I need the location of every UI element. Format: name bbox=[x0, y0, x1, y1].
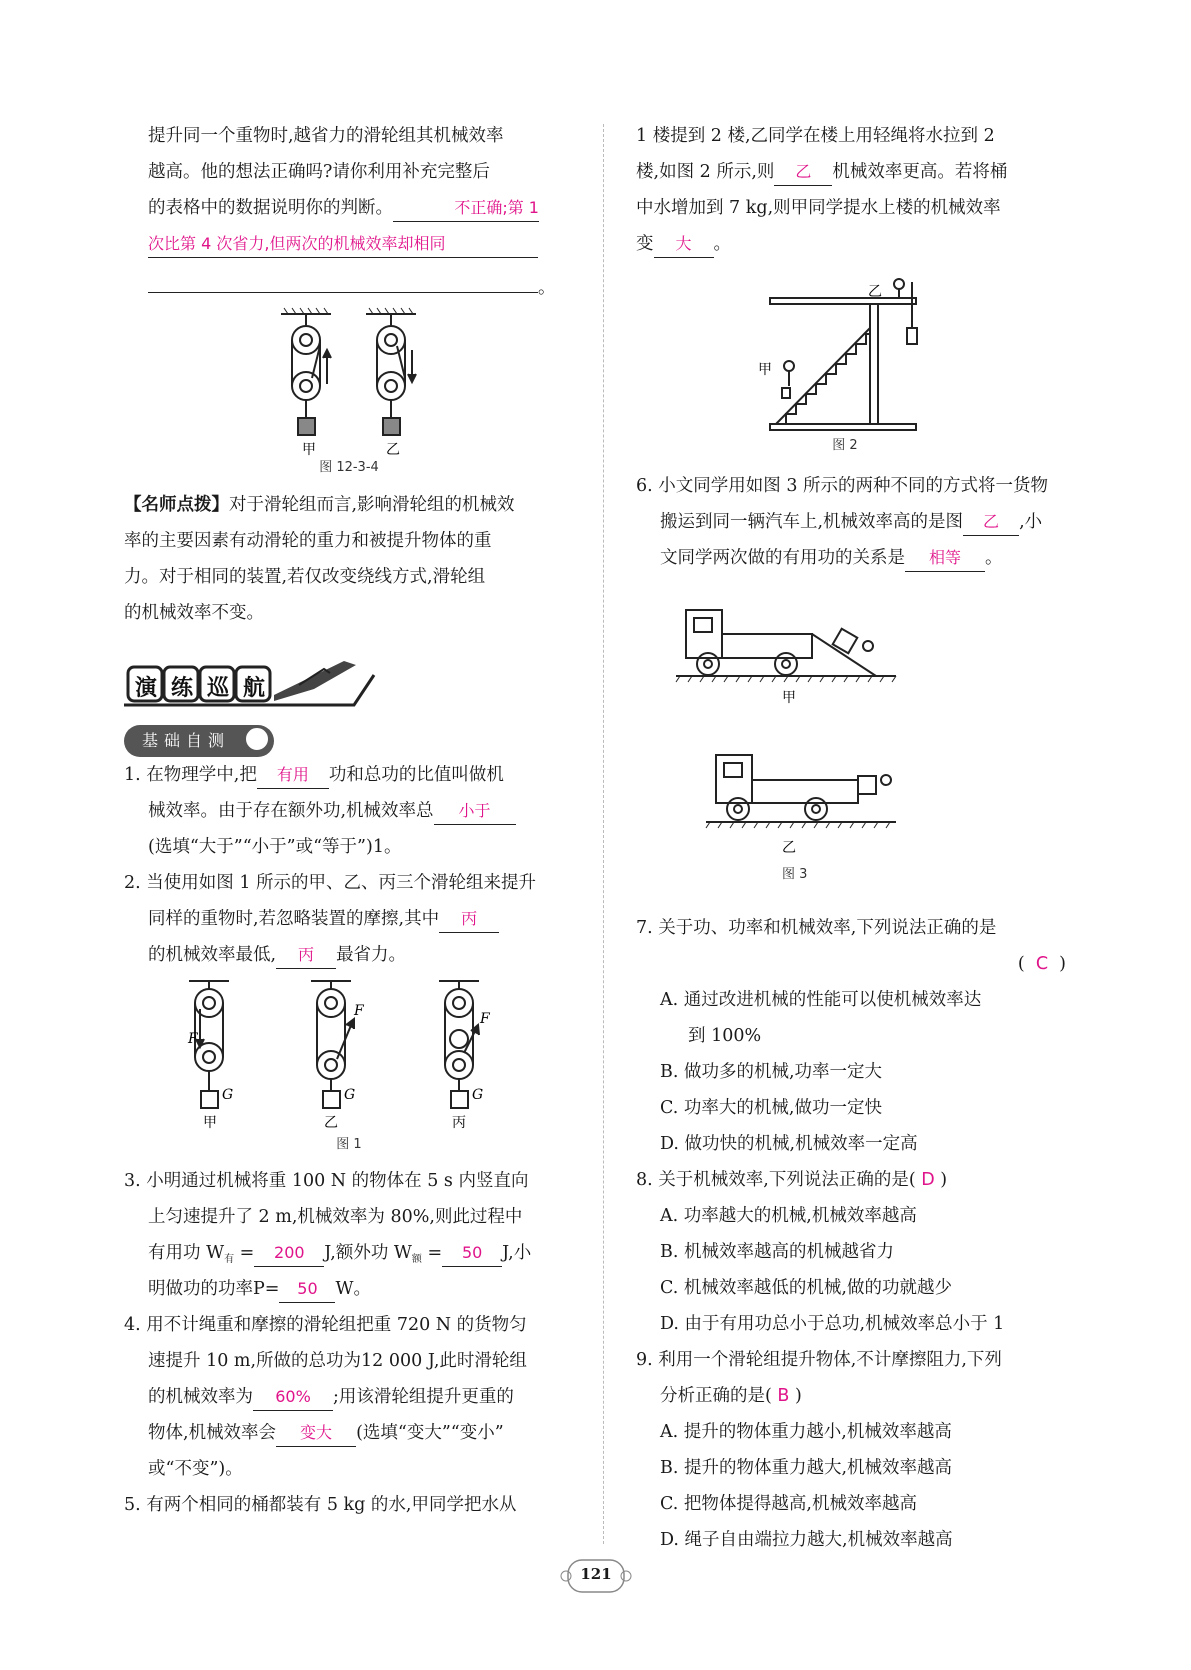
option: B. 做功多的机械,功率一定大 bbox=[660, 1062, 883, 1082]
banner-char: 练 bbox=[170, 676, 193, 701]
question-1: 1. 在物理学中,把 有用 功和总功的比值叫做机 bbox=[124, 757, 574, 793]
text-line: 的机械效率最低, 丙 最省力。 bbox=[124, 937, 574, 973]
page-number-badge bbox=[558, 1558, 634, 1596]
text-line: 或“不变”)。 bbox=[148, 1459, 243, 1479]
ship-icon bbox=[274, 661, 356, 701]
right-column bbox=[636, 118, 1066, 1558]
option: C. 机械效率越低的机械,做的功就越少 bbox=[660, 1278, 952, 1298]
text-line: 率的主要因素有动滑轮的重力和被提升物体的重 bbox=[124, 531, 492, 551]
option: B. 机械效率越高的机械越省力 bbox=[660, 1242, 894, 1262]
text-line: 有用功 $W_有 = 200$ J,额外功 $W_额 = 50$ J,小 bbox=[124, 1235, 574, 1271]
text-line: (选填“大于”“小于”或“等于”)1。 bbox=[148, 837, 402, 857]
answer-blank: 50 bbox=[279, 1276, 335, 1303]
option: D. 绳子自由端拉力越大,机械效率越高 bbox=[660, 1530, 953, 1550]
section-header bbox=[124, 725, 574, 757]
option: D. 由于有用功总小于总功,机械效率总小于 1 bbox=[660, 1314, 1005, 1334]
fig-label-bing: 丙 bbox=[452, 1115, 466, 1131]
choice-answer: B bbox=[777, 1386, 790, 1406]
answer-blank: 有用 bbox=[257, 762, 329, 789]
text-line: 越高。他的想法正确吗?请你利用补充完整后 bbox=[148, 162, 490, 182]
section-banner bbox=[124, 645, 574, 717]
fig-label-jia: 甲 bbox=[203, 1115, 217, 1131]
text-line bbox=[124, 226, 574, 262]
option: C. 功率大的机械,做功一定快 bbox=[660, 1098, 882, 1118]
answer-blank: 大 bbox=[654, 231, 714, 258]
text-line: 速提升 10 m,所做的总功为12 000 J,此时滑轮组 bbox=[148, 1351, 527, 1371]
section-pill: 基础自测 bbox=[124, 725, 274, 757]
answer-blank: 小于 bbox=[434, 798, 516, 825]
answer-blank: 50 bbox=[442, 1240, 502, 1267]
figure-caption: 图 2 bbox=[832, 438, 858, 453]
teacher-tip bbox=[124, 487, 574, 631]
answer-blank: 60% bbox=[253, 1384, 333, 1411]
answer-blank: 200 bbox=[254, 1240, 324, 1267]
question-2: 2. 当使用如图 1 所示的甲、乙、丙三个滑轮组来提升 bbox=[124, 873, 537, 893]
fig-label-jia: 甲 bbox=[758, 362, 772, 378]
answer-paren: ( C ) bbox=[1017, 954, 1066, 974]
text-line: 分析正确的是( B ) bbox=[660, 1386, 802, 1406]
question-9: 9. 利用一个滑轮组提升物体,不计摩擦阻力,下列 bbox=[636, 1350, 1002, 1370]
banner-char: 航 bbox=[242, 676, 265, 701]
figure-1 bbox=[124, 973, 574, 1163]
option: C. 把物体提得越高,机械效率越高 bbox=[660, 1494, 917, 1514]
answer-blank: 丙 bbox=[439, 906, 499, 933]
text-line: 1 楼提到 2 楼,乙同学在楼上用轻绳将水拉到 2 bbox=[636, 126, 995, 146]
question-5: 5. 有两个相同的桶都装有 5 kg 的水,甲同学把水从 bbox=[124, 1495, 517, 1515]
text-line: 物体,机械效率会 变大 (选填“变大”“变小” bbox=[124, 1415, 574, 1451]
answer-blank: 乙 bbox=[774, 159, 832, 186]
weight-label: G bbox=[222, 1087, 234, 1103]
question-6: 6. 小文同学用如图 3 所示的两种不同的方式将一货物 bbox=[636, 476, 1049, 496]
text-line: 楼,如图 2 所示,则 乙 机械效率更高。若将桶 bbox=[636, 154, 1066, 190]
answer-blank: 乙 bbox=[963, 509, 1019, 536]
option: 到 100% bbox=[688, 1026, 762, 1046]
figure-caption: 图 12-3-4 bbox=[319, 460, 379, 475]
fig-label-jia: 甲 bbox=[302, 442, 316, 456]
question-3: 3. 小明通过机械将重 100 N 的物体在 5 s 内竖直向 bbox=[124, 1171, 529, 1191]
force-label: F bbox=[354, 1003, 364, 1019]
figure-12-3-4 bbox=[124, 306, 574, 481]
answer-blank: 变大 bbox=[276, 1420, 356, 1447]
text-line: 械效率。由于存在额外功,机械效率总 小于 bbox=[124, 793, 574, 829]
question-8: 8. 关于机械效率,下列说法正确的是( D ) bbox=[636, 1170, 948, 1190]
column-divider bbox=[603, 124, 604, 1544]
fig-label-jia: 甲 bbox=[782, 690, 796, 706]
figure-caption: 图 3 bbox=[782, 867, 808, 880]
text-line: 变 大 。 bbox=[636, 226, 1066, 262]
text-line: 搬运到同一辆汽车上,机械效率高的是图 乙 ,小 bbox=[636, 504, 1066, 540]
fig-label-yi: 乙 bbox=[386, 442, 400, 456]
answer-blank: 相等 bbox=[905, 545, 985, 572]
option: A. 通过改进机械的性能可以使机械效率达 bbox=[660, 990, 982, 1010]
text-line: 的机械效率为 60% ;用该滑轮组提升更重的 bbox=[124, 1379, 574, 1415]
option: D. 做功快的机械,机械效率一定高 bbox=[660, 1134, 918, 1154]
text-line: 同样的重物时,若忽略装置的摩擦,其中 丙 bbox=[124, 901, 574, 937]
text-line: 上匀速提升了 2 m,机械效率为 80%,则此过程中 bbox=[148, 1207, 523, 1227]
answer-blank: 丙 bbox=[276, 942, 336, 969]
tip-label: 【名师点拨】 bbox=[124, 495, 229, 515]
force-label: F bbox=[480, 1011, 490, 1027]
answer-blank: 次比第 4 次省力,但两次的机械效率却相同 bbox=[148, 231, 538, 258]
fig-label-yi: 乙 bbox=[782, 840, 796, 856]
text-line: 文同学两次做的有用功的关系是 相等 。 bbox=[636, 540, 1066, 576]
banner-char: 巡 bbox=[206, 676, 229, 701]
answer-blank bbox=[148, 292, 538, 293]
figure-3 bbox=[636, 590, 1066, 910]
option: A. 功率越大的机械,机械效率越高 bbox=[660, 1206, 917, 1226]
banner-text: 演 bbox=[134, 676, 157, 701]
text-line: 。 bbox=[124, 270, 574, 306]
force-label: F bbox=[188, 1031, 198, 1047]
text-line: 【名师点拨】对于滑轮组而言,影响滑轮组的机械效 bbox=[124, 495, 515, 515]
question-7: 7. 关于功、功率和机械效率,下列说法正确的是 bbox=[636, 918, 997, 938]
text-line: 力。对于相同的装置,若仅改变绕线方式,滑轮组 bbox=[124, 567, 486, 587]
left-column bbox=[124, 118, 574, 1523]
option: B. 提升的物体重力越大,机械效率越高 bbox=[660, 1458, 953, 1478]
figure-2 bbox=[636, 268, 1066, 458]
option: A. 提升的物体重力越小,机械效率越高 bbox=[660, 1422, 952, 1442]
text-line: 明做功的功率P= 50 W。 bbox=[124, 1271, 574, 1307]
text-line: 提升同一个重物时,越省力的滑轮组其机械效率 bbox=[148, 126, 504, 146]
text-line: 的机械效率不变。 bbox=[124, 603, 264, 623]
search-icon bbox=[244, 726, 270, 752]
page-number: 121 bbox=[580, 1565, 612, 1583]
choice-answer: D bbox=[921, 1170, 935, 1190]
text-line: 中水增加到 7 kg,则甲同学提水上楼的机械效率 bbox=[636, 198, 1001, 218]
text-line: 的表格中的数据说明你的判断。 不正确;第 1 bbox=[124, 190, 574, 226]
figure-caption: 图 1 bbox=[336, 1137, 362, 1152]
weight-label: G bbox=[472, 1087, 484, 1103]
fig-label-yi: 乙 bbox=[324, 1115, 338, 1131]
weight-label: G bbox=[344, 1087, 356, 1103]
fig-label-yi: 乙 bbox=[868, 284, 882, 300]
question-4: 4. 用不计绳重和摩擦的滑轮组把重 720 N 的货物匀 bbox=[124, 1315, 527, 1335]
choice-answer: C bbox=[1035, 954, 1049, 974]
answer-blank: 不正确;第 1 bbox=[393, 195, 539, 222]
